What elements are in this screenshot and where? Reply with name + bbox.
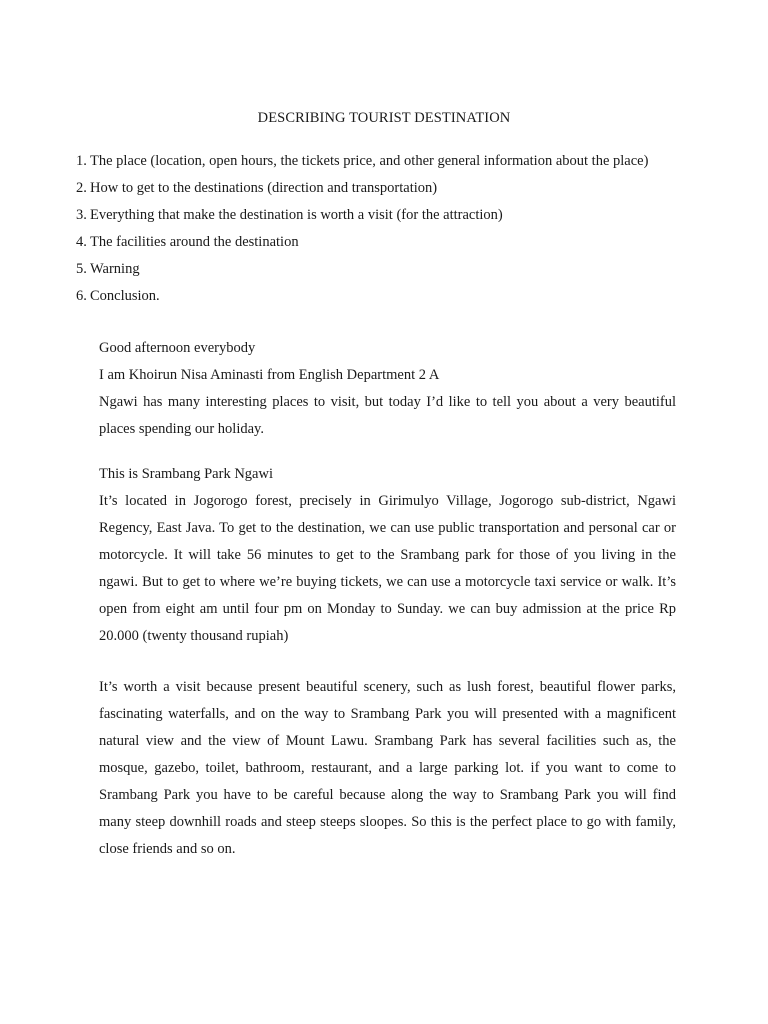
- outline-item: [76, 256, 696, 283]
- outline-item-number: 6.: [76, 288, 87, 304]
- outline-item-text: Conclusion.: [90, 288, 160, 304]
- outline-item-number: 4.: [76, 234, 87, 250]
- outline-item: [76, 175, 696, 202]
- outline-item-text: How to get to the destinations (direction and transportation): [90, 180, 438, 196]
- worth-paragraph: It’s worth a visit because present beautiful scenery, such as lush forest, beautiful flower parks, fascinating waterfalls, and on the way to Srambang Park you will presented with a magnificent natural view and the view of Mount Lawu. Srambang Park has several facilities such as, the mosque, gazebo, toilet, bathroom, restaurant, and a large parking lot. if you want to come to Srambang Park you have to be careful because along the way to Srambang Park you will find many steep downhill roads and steep steeps sloopes. So this is the perfect place to go with family, close friends and so on.: [99, 679, 676, 857]
- self-intro-line: I am Khoirun Nisa Aminasti from English Department 2 A: [99, 367, 440, 383]
- outline-item-text: The facilities around the destination: [90, 234, 299, 250]
- greeting-line: Good afternoon everybody: [99, 340, 256, 356]
- intro-section: [99, 335, 676, 443]
- outline-list: [76, 148, 696, 310]
- outline-item: [76, 229, 696, 256]
- worth-section: [99, 674, 676, 863]
- outline-item-number: 3.: [76, 207, 87, 223]
- place-heading: This is Srambang Park Ngawi: [99, 466, 273, 482]
- place-paragraph: It’s located in Jogorogo forest, precisely in Girimulyo Village, Jogorogo sub-district, Ngawi Regency, East Java. To get to the destination, we can use public transportation and personal car or motorcycle. It will take 56 minutes to get to the Srambang park for those of you living in the ngawi. But to get to where we’re buying tickets, we can use a motorcycle taxi service or walk. It’s open from eight am until four pm on Monday to Sunday. we can buy admission at the price Rp 20.000 (twenty thousand rupiah): [99, 493, 676, 644]
- document-title: DESCRIBING TOURIST DESTINATION: [257, 110, 511, 126]
- outline-item-number: 5.: [76, 261, 87, 277]
- outline-item-text: Warning: [90, 261, 140, 277]
- intro-paragraph: Ngawi has many interesting places to visit, but today I’d like to tell you about a very beautiful places spending our holiday.: [99, 394, 676, 437]
- outline-item: [76, 148, 696, 175]
- place-section: [99, 461, 676, 650]
- outline-item-text: Everything that make the destination is worth a visit (for the attraction): [90, 207, 503, 223]
- outline-item-text: The place (location, open hours, the tickets price, and other general information about the place): [90, 153, 649, 169]
- outline-item: [76, 283, 696, 310]
- outline-item-number: 2.: [76, 180, 87, 196]
- outline-item-number: 1.: [76, 153, 87, 169]
- outline-item: [76, 202, 696, 229]
